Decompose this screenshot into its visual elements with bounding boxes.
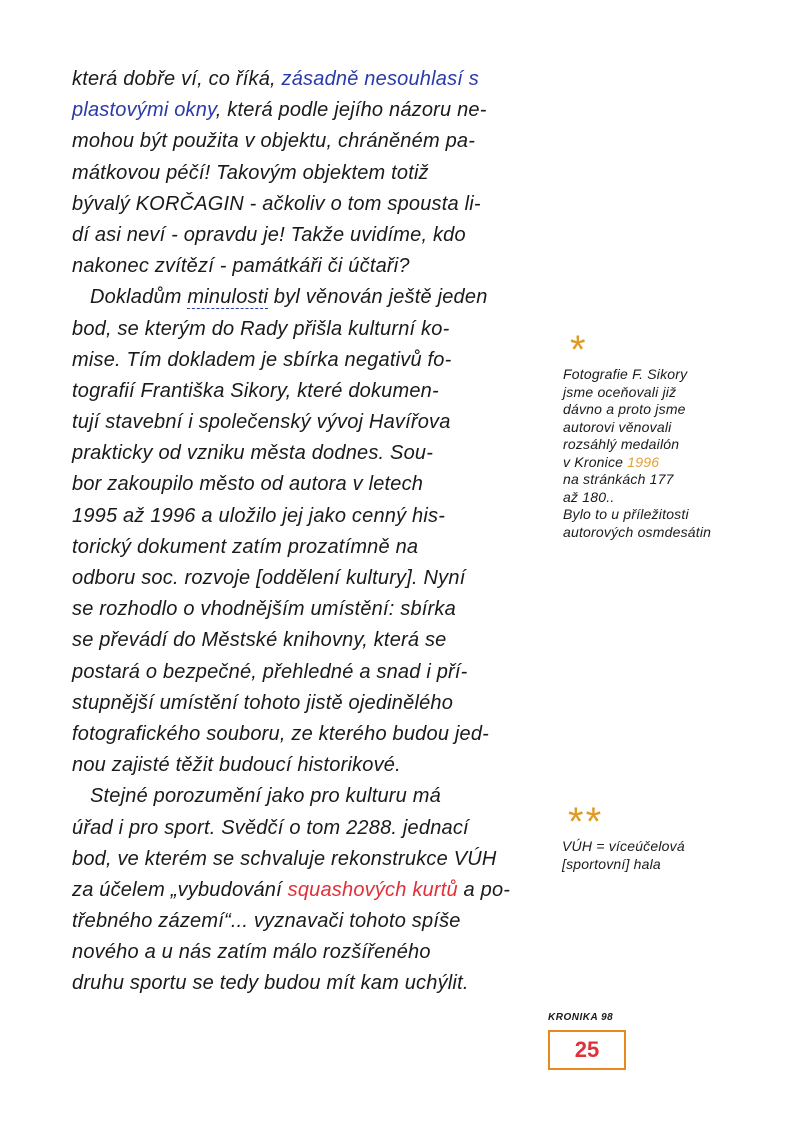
- text-line: [72, 937, 552, 968]
- text-segment: VÚH = víceúčelová: [562, 838, 685, 854]
- text-line: [72, 126, 552, 157]
- text-line: [72, 750, 552, 781]
- text-line: [72, 844, 552, 875]
- text-segment: a po-: [457, 878, 511, 901]
- text-segment: mohou být použita v objektu, chráněném pa-: [72, 130, 476, 153]
- text-line: [72, 657, 552, 688]
- text-segment: torický dokument zatím prozatímně na: [72, 535, 419, 558]
- text-line: [563, 401, 711, 419]
- text-line: [563, 489, 711, 507]
- text-segment: rozsáhlý medailón: [563, 436, 680, 452]
- text-segment: dí asi neví - opravdu je! Takže uvidíme, kdo: [72, 223, 466, 246]
- text-line: [563, 366, 711, 384]
- text-line: [563, 471, 711, 489]
- text-segment: mátkovou péčí! Takovým objektem totiž: [72, 161, 429, 184]
- text-line: [72, 282, 552, 313]
- text-segment: tují stavební i společenský vývoj Havířova: [72, 411, 451, 434]
- text-segment: nou zajisté těžit budoucí historikové.: [72, 754, 401, 777]
- text-line: [72, 189, 552, 220]
- text-line: [72, 438, 552, 469]
- text-line: [72, 95, 552, 126]
- text-line: [72, 345, 552, 376]
- text-segment: stupnější umístění tohoto jistě ojedinělého: [72, 691, 454, 714]
- text-segment: byl věnován ještě jeden: [268, 286, 488, 309]
- text-line: [563, 436, 711, 454]
- text-line: [72, 906, 552, 937]
- text-segment: druhu sportu se tedy budou mít kam uchýlit.: [72, 972, 469, 995]
- text-segment: tografií Františka Sikory, které dokumen-: [72, 379, 439, 402]
- side-note-vuh: [562, 838, 685, 873]
- highlighted-text: zásadně nesouhlasí s: [281, 68, 479, 90]
- text-line: [72, 64, 552, 95]
- text-line: [72, 469, 552, 500]
- text-segment: 1995 až 1996 a uložilo jej jako cenný his-: [72, 504, 446, 527]
- text-segment: fotografického souboru, ze kterého budou jed-: [72, 722, 490, 745]
- asterisk-marker-1: *: [570, 328, 586, 372]
- text-line: [72, 158, 552, 189]
- text-line: [72, 251, 552, 282]
- text-segment: Stejné porozumění jako pro kulturu má: [90, 785, 441, 808]
- text-segment: která dobře ví, co říká,: [72, 68, 282, 90]
- main-text: [72, 64, 552, 1000]
- page-number: 25: [548, 1030, 626, 1070]
- text-line: [72, 376, 552, 407]
- highlighted-text: 1996: [627, 453, 660, 470]
- text-segment: za účelem „vybudování: [72, 878, 288, 901]
- text-segment: postará o bezpečné, přehledné a snad i pří-: [72, 660, 468, 683]
- text-segment: úřad i pro sport. Svědčí o tom 2288. jednací: [72, 816, 469, 839]
- text-line: [72, 407, 552, 438]
- text-line: [72, 875, 552, 906]
- text-line: [563, 454, 711, 472]
- text-line: [72, 625, 552, 656]
- text-segment: nakonec zvítězí - památkáři či účtaři?: [72, 255, 410, 278]
- text-line: [563, 524, 711, 542]
- text-segment: se převádí do Městské knihovny, která se: [72, 629, 447, 652]
- asterisk-marker-2: **: [568, 800, 604, 844]
- highlighted-text: plastovými okny: [72, 99, 216, 122]
- text-segment: bor zakoupilo město od autora v letech: [72, 473, 424, 496]
- text-line: [562, 838, 685, 856]
- text-segment: třebného zázemí“... vyznavači tohoto spíše: [72, 910, 461, 933]
- highlighted-text: squashových kurtů: [287, 878, 458, 901]
- highlighted-text: minulosti: [187, 286, 269, 309]
- text-line: [563, 419, 711, 437]
- text-segment: Fotografie F. Sikory: [563, 366, 688, 382]
- text-segment: dávno a proto jsme: [563, 401, 686, 417]
- text-line: [72, 220, 552, 251]
- text-segment: autorových osmdesátin: [563, 523, 712, 540]
- text-segment: bod, ve kterém se schvaluje rekonstrukce VÚH: [72, 847, 497, 870]
- text-line: [72, 532, 552, 563]
- text-segment: Bylo to u příležitosti: [563, 506, 689, 522]
- text-line: [72, 781, 552, 812]
- text-segment: jsme oceňovali již: [563, 383, 677, 400]
- text-line: [72, 968, 552, 999]
- chronicle-label: KRONIKA 98: [548, 1012, 614, 1023]
- text-segment: , která podle jejího názoru ne-: [215, 99, 487, 122]
- text-line: [72, 314, 552, 345]
- text-segment: [sportovní] hala: [562, 855, 661, 872]
- text-segment: v Kronice: [563, 453, 628, 470]
- text-segment: odboru soc. rozvoje [oddělení kultury]. Nyní: [72, 567, 466, 589]
- text-line: [563, 506, 711, 524]
- text-segment: až 180..: [563, 488, 615, 505]
- text-segment: autorovi věnovali: [563, 418, 672, 435]
- text-line: [72, 501, 552, 532]
- text-segment: Dokladům: [90, 286, 188, 309]
- text-segment: nového a u nás zatím málo rozšířeného: [72, 941, 431, 964]
- text-segment: bývalý KORČAGIN - ačkoliv o tom spousta li-: [72, 192, 481, 215]
- text-segment: bod, se kterým do Rady přišla kulturní ko-: [72, 317, 450, 340]
- text-segment: prakticky od vzniku města dodnes. Sou-: [72, 442, 434, 465]
- side-note-sikora: [563, 366, 711, 541]
- text-line: [72, 594, 552, 625]
- text-line: [562, 856, 685, 874]
- text-line: [72, 813, 552, 844]
- text-line: [72, 688, 552, 719]
- text-line: [72, 563, 552, 594]
- text-segment: mise. Tím dokladem je sbírka negativů fo-: [72, 348, 452, 371]
- text-line: [72, 719, 552, 750]
- text-segment: na stránkách 177: [563, 471, 674, 487]
- text-segment: se rozhodlo o vhodnějším umístění: sbírka: [72, 598, 456, 621]
- text-line: [563, 384, 711, 402]
